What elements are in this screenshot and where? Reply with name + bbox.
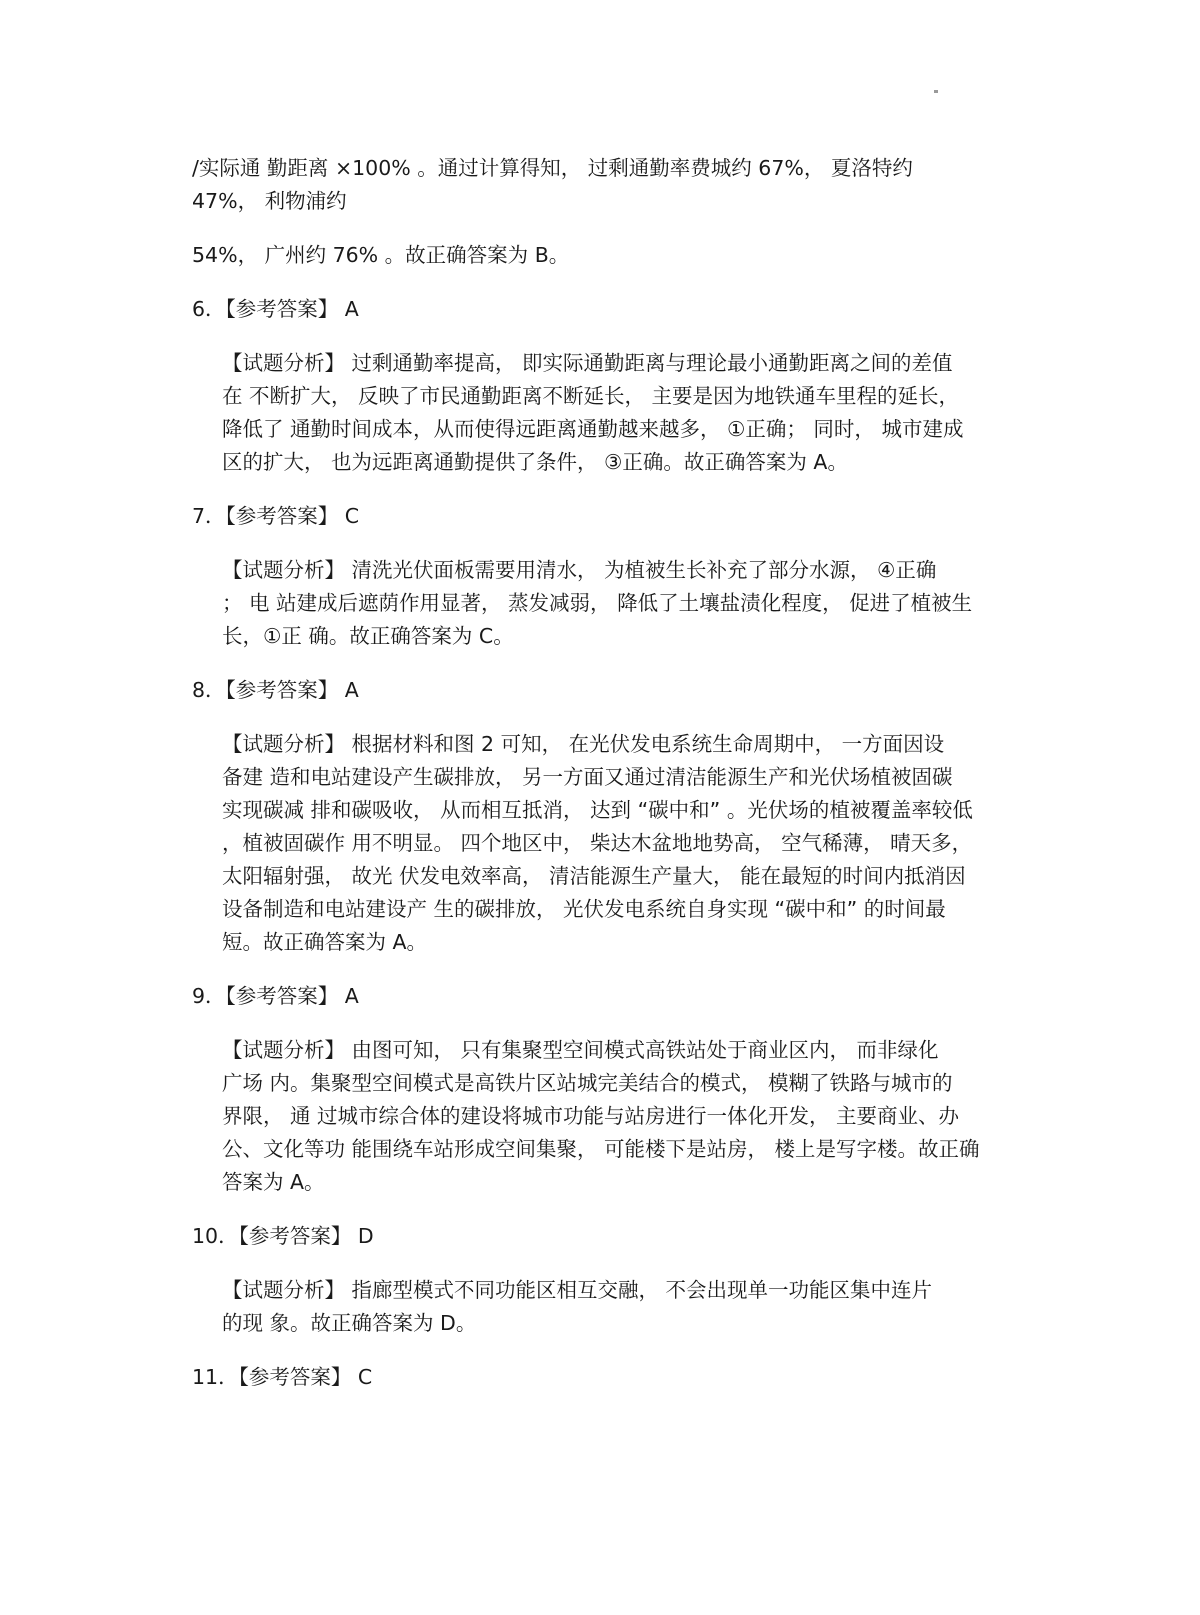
text-line: ； 电 站建成后遮荫作用显著， 蒸发减弱， 降低了土壤盐渍化程度， 促进了植被生	[222, 591, 973, 615]
analysis-paragraph-10	[192, 1274, 1012, 1340]
text-line: 【试题分析】 过剩通勤率提高， 即实际通勤距离与理论最小通勤距离之间的差值	[222, 351, 953, 375]
text-line: 降低了 通勤时间成本，从而使得远距离通勤越来越多， ①正确； 同时， 城市建成	[222, 417, 964, 441]
analysis-paragraph-8	[192, 728, 1012, 959]
answer-heading-11: 11．【参考答案】 C	[192, 1365, 373, 1389]
text-line: 答案为 A。	[222, 1170, 325, 1194]
text-line: ，植被固碳作 用不明显。 四个地区中， 柴达木盆地地势高， 空气稀薄， 晴天多，	[222, 831, 973, 855]
answer-heading-6: 6．【参考答案】 A	[192, 297, 359, 321]
text-line: 设备制造和电站建设产 生的碳排放， 光伏发电系统自身实现 “碳中和” 的时间最	[222, 897, 946, 921]
text-line: 太阳辐射强， 故光 伏发电效率高， 清洁能源生产量大， 能在最短的时间内抵消因	[222, 864, 966, 888]
document-content	[192, 152, 1012, 1394]
text-line: 的现 象。故正确答案为 D。	[222, 1311, 477, 1335]
text-line: 公、文化等功 能围绕车站形成空间集聚， 可能楼下是站房， 楼上是写字楼。故正确	[222, 1137, 980, 1161]
text-line: 短。故正确答案为 A。	[222, 930, 428, 954]
text-line: 长，①正 确。故正确答案为 C。	[222, 624, 514, 648]
text-line: 【试题分析】 根据材料和图 2 可知， 在光伏发电系统生命周期中， 一方面因设	[222, 732, 945, 756]
analysis-paragraph-9	[192, 1034, 1012, 1199]
text-line: /实际通 勤距离 ×100% 。通过计算得知， 过剩通勤率费城约 67%， 夏洛特约	[192, 156, 913, 180]
text-line: 广场 内。集聚型空间模式是高铁片区站城完美结合的模式， 模糊了铁路与城市的	[222, 1071, 953, 1095]
text-line: 【试题分析】 清洗光伏面板需要用清水， 为植被生长补充了部分水源， ④正确	[222, 558, 937, 582]
page-corner-mark	[934, 90, 938, 93]
text-line: 实现碳减 排和碳吸收， 从而相互抵消， 达到 “碳中和” 。光伏场的植被覆盖率较低	[222, 798, 973, 822]
text-line: 界限， 通 过城市综合体的建设将城市功能与站房进行一体化开发， 主要商业、办	[222, 1104, 960, 1128]
intro-paragraph	[192, 152, 1012, 218]
text-line: 【试题分析】 指廊型模式不同功能区相互交融， 不会出现单一功能区集中连片	[222, 1278, 933, 1302]
text-line: 【试题分析】 由图可知， 只有集聚型空间模式高铁站处于商业区内， 而非绿化	[222, 1038, 939, 1062]
text-line: 47%， 利物浦约	[192, 189, 347, 213]
answer-heading-7: 7．【参考答案】 C	[192, 504, 360, 528]
answer-heading-8: 8．【参考答案】 A	[192, 678, 359, 702]
intro-tail-paragraph: 54%， 广州约 76% 。故正确答案为 B。	[192, 243, 570, 267]
analysis-paragraph-6	[192, 347, 1012, 479]
text-line: 在 不断扩大， 反映了市民通勤距离不断延长， 主要是因为地铁通车里程的延长，	[222, 384, 960, 408]
analysis-paragraph-7	[192, 554, 1012, 653]
answer-heading-9: 9．【参考答案】 A	[192, 984, 359, 1008]
text-line: 备建 造和电站建设产生碳排放， 另一方面又通过清洁能源生产和光伏场植被固碳	[222, 765, 953, 789]
text-line: 区的扩大， 也为远距离通勤提供了条件， ③正确。故正确答案为 A。	[222, 450, 848, 474]
answer-heading-10: 10．【参考答案】 D	[192, 1224, 374, 1248]
